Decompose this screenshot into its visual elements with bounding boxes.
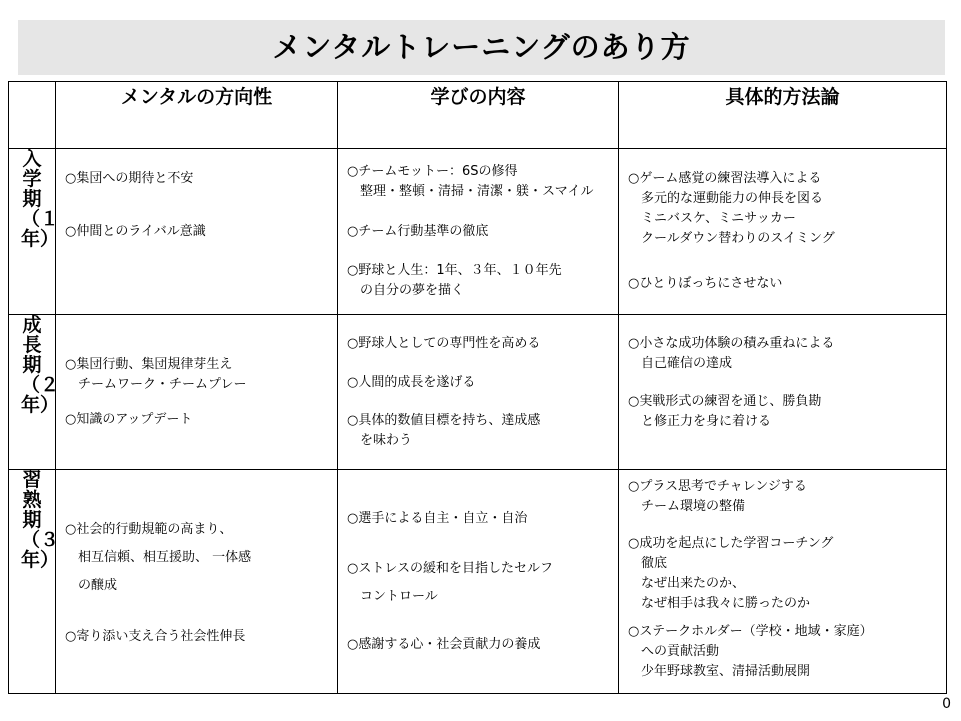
header-method: 具体的方法論: [619, 82, 947, 149]
header-direction: メンタルの方向性: [56, 82, 338, 149]
header-corner: [9, 82, 56, 149]
list-item: ○成功を起点にした学習コーチング 徹底 なぜ出来たのか、 なぜ相手は我々に勝ったのか: [628, 536, 834, 611]
table-row: [9, 315, 947, 470]
learning-cell: [338, 470, 619, 694]
page-title: メンタルトレーニングのあり方: [272, 30, 691, 64]
list-item: ○ストレスの緩和を目指したセルフ コントロール: [347, 561, 553, 604]
list-item: ○チームモットー：6Sの修得 整理・整頓・清掃・清潔・躾・スマイル: [347, 164, 594, 199]
stage-text: 成長期（２年）: [21, 314, 60, 416]
method-cell: [619, 470, 947, 694]
page-number: 0: [942, 696, 951, 712]
list-item: ○知識のアップデート: [65, 412, 193, 427]
list-item: ○プラス思考でチャレンジする チーム環境の整備: [628, 479, 807, 514]
list-item: ○寄り添い支え合う社会性伸長: [65, 629, 246, 644]
list-item: ○人間的成長を遂げる: [347, 375, 476, 390]
list-item: ○野球人としての専門性を高める: [347, 336, 541, 351]
stage-text: 習熟期（３年）: [21, 469, 60, 571]
method-cell: [619, 149, 947, 315]
list-item: ○小さな成功体験の積み重ねによる 自己確信の達成: [628, 336, 835, 371]
learning-cell: [338, 315, 619, 470]
list-item: ○仲間とのライバル意識: [65, 224, 206, 239]
stage-label: [9, 148, 60, 315]
list-item: ○社会的行動規範の高まり、 相互信頼、相互援助、 一体感 の醸成: [65, 522, 252, 593]
training-table: [8, 81, 947, 694]
direction-cell: [56, 315, 338, 470]
table-row: [9, 149, 947, 315]
list-item: ○集団行動、集団規律芽生え チームワーク・チームプレー: [65, 357, 247, 392]
table-header-row: [9, 82, 947, 149]
list-item: ○選手による自主・自立・自治: [347, 511, 528, 526]
list-item: ○感謝する心・社会貢献力の養成: [347, 637, 541, 652]
list-item: ○野球と人生：1年、３年、１０年先 の自分の夢を描く: [347, 263, 562, 298]
list-item: ○ゲーム感覚の練習法導入による 多元的な運動能力の伸長を図る ミニバスケ、ミニサッカー クールダウン替わりのスイミング: [628, 171, 835, 246]
list-item: ○集団への期待と不安: [65, 171, 194, 186]
learning-cell: [338, 149, 619, 315]
list-item: ○ステークホルダー（学校・地域・家庭） への貢献活動 少年野球教室、清掃活動展開: [628, 624, 873, 679]
stage-label: [9, 314, 60, 470]
list-item: ○チーム行動基準の徹底: [347, 224, 489, 239]
direction-cell: [56, 470, 338, 694]
list-item: ○ひとりぼっちにさせない: [628, 276, 783, 291]
list-item: ○具体的数値目標を持ち、達成感 を味わう: [347, 413, 541, 448]
method-cell: [619, 315, 947, 470]
header-learning: 学びの内容: [338, 82, 619, 149]
list-item: ○実戦形式の練習を通じ、勝負勘 と修正力を身に着ける: [628, 394, 822, 429]
stage-label: [9, 469, 60, 694]
direction-cell: [56, 149, 338, 315]
table-row: [9, 470, 947, 694]
stage-text: 入学期（１年）: [21, 148, 60, 250]
title-bar: [18, 20, 945, 75]
